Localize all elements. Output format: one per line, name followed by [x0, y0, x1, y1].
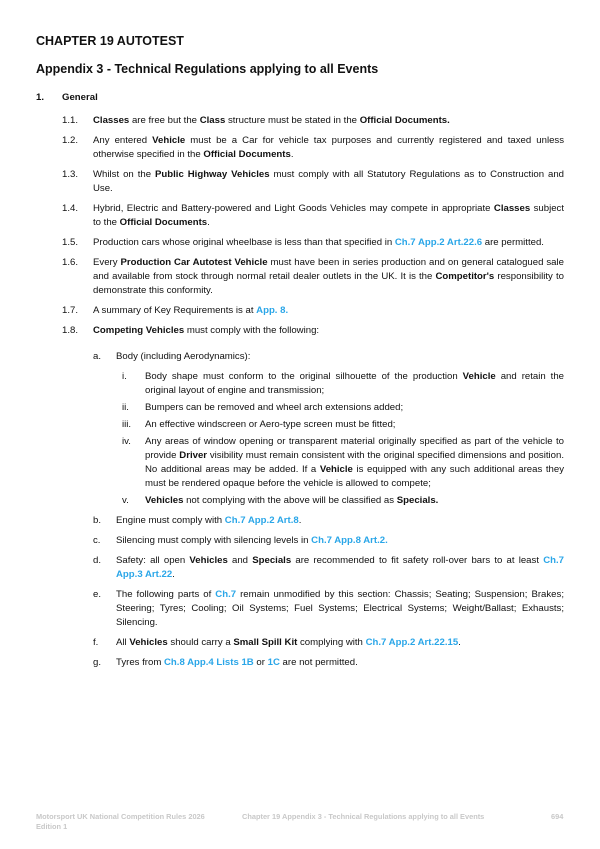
rule-number: 1.6.	[62, 257, 79, 268]
text-run: Silencing must comply with silencing levels in	[116, 535, 312, 546]
defined-term: Vehicles	[129, 637, 168, 648]
text-run: .	[458, 637, 461, 648]
text-run: not complying with the above will be classified as	[183, 495, 397, 506]
defined-term: Vehicle	[462, 371, 496, 382]
rule-item	[93, 534, 564, 548]
rule-item	[62, 256, 564, 298]
rule-text	[116, 350, 564, 364]
text-run: Hybrid, Electric and Battery-powered and Light Goods Vehicles may compete in appropriate	[93, 203, 494, 214]
text-run: are free but the	[129, 115, 200, 126]
rule-number: i.	[122, 371, 127, 382]
text-run: is equipped with any such additional areas they must be rendered opaque before the vehicle is allowed to compete;	[145, 464, 564, 489]
cross-reference-link[interactable]: Ch.7 App.2 Art.22.15	[365, 637, 459, 648]
cross-reference-link[interactable]: Ch.7 App.8 Art.2.	[311, 535, 388, 546]
rule-number: 1.8.	[62, 325, 79, 336]
rule-text	[145, 401, 564, 415]
defined-term: Competitor's	[435, 271, 495, 282]
rule-item	[93, 588, 564, 630]
cross-reference-link[interactable]: 1C	[267, 657, 280, 668]
rule-number: 1.4.	[62, 203, 79, 214]
rule-item	[93, 514, 564, 528]
defined-term: Competing Vehicles	[93, 325, 185, 336]
rule-number: 1.2.	[62, 135, 79, 146]
defined-term: Driver	[179, 450, 208, 461]
section-heading	[36, 92, 98, 103]
defined-term: Official Documents	[119, 217, 208, 228]
rule-item	[62, 202, 564, 230]
text-run: The following parts of	[116, 589, 216, 600]
cross-reference-link[interactable]: Ch.7	[215, 589, 237, 600]
text-run: Engine must comply with	[116, 515, 225, 526]
text-run: must be a Car for vehicle tax purposes and currently registered and taxed unless otherwise specified in the	[93, 135, 565, 160]
text-run: visibility must remain consistent with the original specified dimensions and position. No additional areas may be added. If a	[145, 450, 564, 475]
rule-number: iii.	[122, 419, 132, 430]
defined-term: Official Documents	[203, 149, 291, 160]
rule-item	[93, 636, 564, 650]
rule-text	[93, 202, 564, 230]
text-run: and	[227, 555, 253, 566]
section-title: General	[62, 92, 98, 103]
text-run: A summary of Key Requirements is at	[93, 305, 257, 316]
rule-number: c.	[93, 535, 101, 546]
text-run: Tyres from	[116, 657, 164, 668]
rule-item	[93, 350, 564, 364]
footer-page-number: 694	[551, 812, 564, 821]
rule-text	[116, 554, 564, 582]
text-run: All	[116, 637, 130, 648]
text-run: must comply with all Statutory Regulations as to Construction and Use.	[93, 169, 564, 194]
rule-number: b.	[93, 515, 102, 526]
footer-chapter-title: Chapter 19 Appendix 3 - Technical Regulations applying to all Events	[242, 812, 485, 821]
rule-item	[62, 324, 564, 338]
defined-term: Vehicles	[189, 555, 228, 566]
rule-text	[116, 636, 564, 650]
defined-term: Classes	[493, 203, 531, 214]
rule-item	[122, 370, 564, 398]
rule-number: d.	[93, 555, 102, 566]
defined-term: Class	[199, 115, 226, 126]
rule-number: 1.5.	[62, 237, 79, 248]
text-run: Production cars whose original wheelbase is less than that specified in	[93, 237, 395, 248]
footer-publication	[36, 812, 205, 832]
rule-text	[116, 588, 564, 630]
rule-item	[62, 236, 564, 250]
rule-item	[122, 401, 564, 415]
section-number: 1.	[36, 92, 45, 103]
rule-text	[145, 418, 564, 432]
rule-number: 1.7.	[62, 305, 79, 316]
text-run: and retain the original layout of engine and transmission;	[145, 371, 565, 396]
text-run: Bumpers can be removed and wheel arch extensions added;	[145, 402, 404, 413]
rule-number: 1.1.	[62, 115, 79, 126]
text-run: Whilst on the	[93, 169, 155, 180]
rule-item	[93, 554, 564, 582]
text-run: are not permitted.	[279, 657, 358, 668]
cross-reference-link[interactable]: Ch.8 App.4 Lists 1B	[163, 657, 254, 668]
rule-number: iv.	[122, 436, 131, 447]
text-run: Body shape must conform to the original silhouette of the production	[145, 371, 463, 382]
rule-text	[93, 324, 564, 338]
cross-reference-link[interactable]: Ch.7 App.3 Art.22	[116, 555, 564, 580]
chapter-title: CHAPTER 19 AUTOTEST	[36, 34, 184, 48]
defined-term: Classes	[93, 115, 130, 126]
text-run: Every	[93, 257, 121, 268]
text-run: .	[172, 569, 175, 580]
text-run: .	[207, 217, 210, 228]
text-run: Any areas of window opening or transparent material originally specified as part of the vehicle to provide	[145, 436, 564, 461]
rule-number: ii.	[122, 402, 129, 413]
cross-reference-link[interactable]: Ch.7 App.2 Art.8	[224, 515, 299, 526]
rule-number: f.	[93, 637, 99, 648]
defined-term: Specials.	[396, 495, 439, 506]
rule-text	[93, 168, 564, 196]
rule-text	[93, 256, 564, 298]
rule-number: 1.3.	[62, 169, 79, 180]
rule-number: e.	[93, 589, 102, 600]
appendix-title: Appendix 3 - Technical Regulations applying to all Events	[36, 62, 379, 76]
text-run: complying with	[297, 637, 366, 648]
defined-term: Small Spill Kit	[233, 637, 298, 648]
rule-text	[93, 304, 564, 318]
rule-item	[62, 168, 564, 196]
rule-number: g.	[93, 657, 102, 668]
rule-text	[145, 435, 564, 491]
defined-term: Vehicle	[152, 135, 186, 146]
cross-reference-link[interactable]: Ch.7 App.2 Art.22.6	[394, 237, 483, 248]
rule-number: a.	[93, 351, 102, 362]
rule-text	[116, 514, 564, 528]
rule-text	[145, 494, 564, 508]
rule-item	[62, 114, 564, 128]
footer-publication-title: Motorsport UK National Competition Rules 2026	[36, 812, 205, 821]
defined-term: Official Documents.	[359, 115, 450, 126]
defined-term: Production Car Autotest Vehicle	[120, 257, 268, 268]
text-run: remain unmodified by this section: Chassis; Seating; Suspension; Brakes; Steering; Tyres; Cooling; Oil Systems; Fuel Systems; Electrical Systems; Weight/Ballast; Exhausts; Silencing.	[116, 589, 564, 628]
text-run: must have been in series production and on general catalogued sale and available from stock through normal retail dealer outlets in the UK. It is the	[93, 257, 564, 282]
rule-text	[93, 114, 564, 128]
text-run: Body (including Aerodynamics):	[116, 351, 251, 362]
text-run: Any entered	[93, 135, 153, 146]
cross-reference-link[interactable]: App. 8.	[256, 305, 289, 316]
text-run: should carry a	[167, 637, 234, 648]
rule-item	[122, 418, 564, 432]
rule-text	[93, 134, 564, 162]
defined-term: Public Highway Vehicles	[155, 169, 270, 180]
footer-edition: Edition 1	[36, 822, 68, 831]
text-run: are permitted.	[482, 237, 544, 248]
defined-term: Vehicles	[145, 495, 184, 506]
rule-item	[122, 494, 564, 508]
rules-list	[62, 114, 564, 676]
text-run: structure must be stated in the	[225, 115, 360, 126]
text-run: .	[298, 515, 302, 526]
rule-number: v.	[122, 495, 129, 506]
text-run: .	[290, 149, 294, 160]
text-run: Safety: all open	[116, 555, 190, 566]
text-run: are recommended to fit safety roll-over bars to at least	[291, 555, 544, 566]
rule-text	[116, 656, 564, 670]
defined-term: Specials	[252, 555, 292, 566]
rule-item	[62, 304, 564, 318]
text-run: subject to the	[93, 203, 564, 228]
rule-text	[116, 534, 564, 548]
defined-term: Vehicle	[319, 464, 353, 475]
rule-item	[93, 656, 564, 670]
rule-text	[145, 370, 564, 398]
rule-item	[62, 134, 564, 162]
rule-item	[122, 435, 564, 491]
text-run: must comply with the following:	[184, 325, 320, 336]
text-run: or	[253, 657, 268, 668]
text-run: An effective windscreen or Aero-type screen must be fitted;	[145, 419, 396, 430]
rule-text	[93, 236, 564, 250]
text-run: responsibility to demonstrate this conformity.	[93, 271, 564, 296]
